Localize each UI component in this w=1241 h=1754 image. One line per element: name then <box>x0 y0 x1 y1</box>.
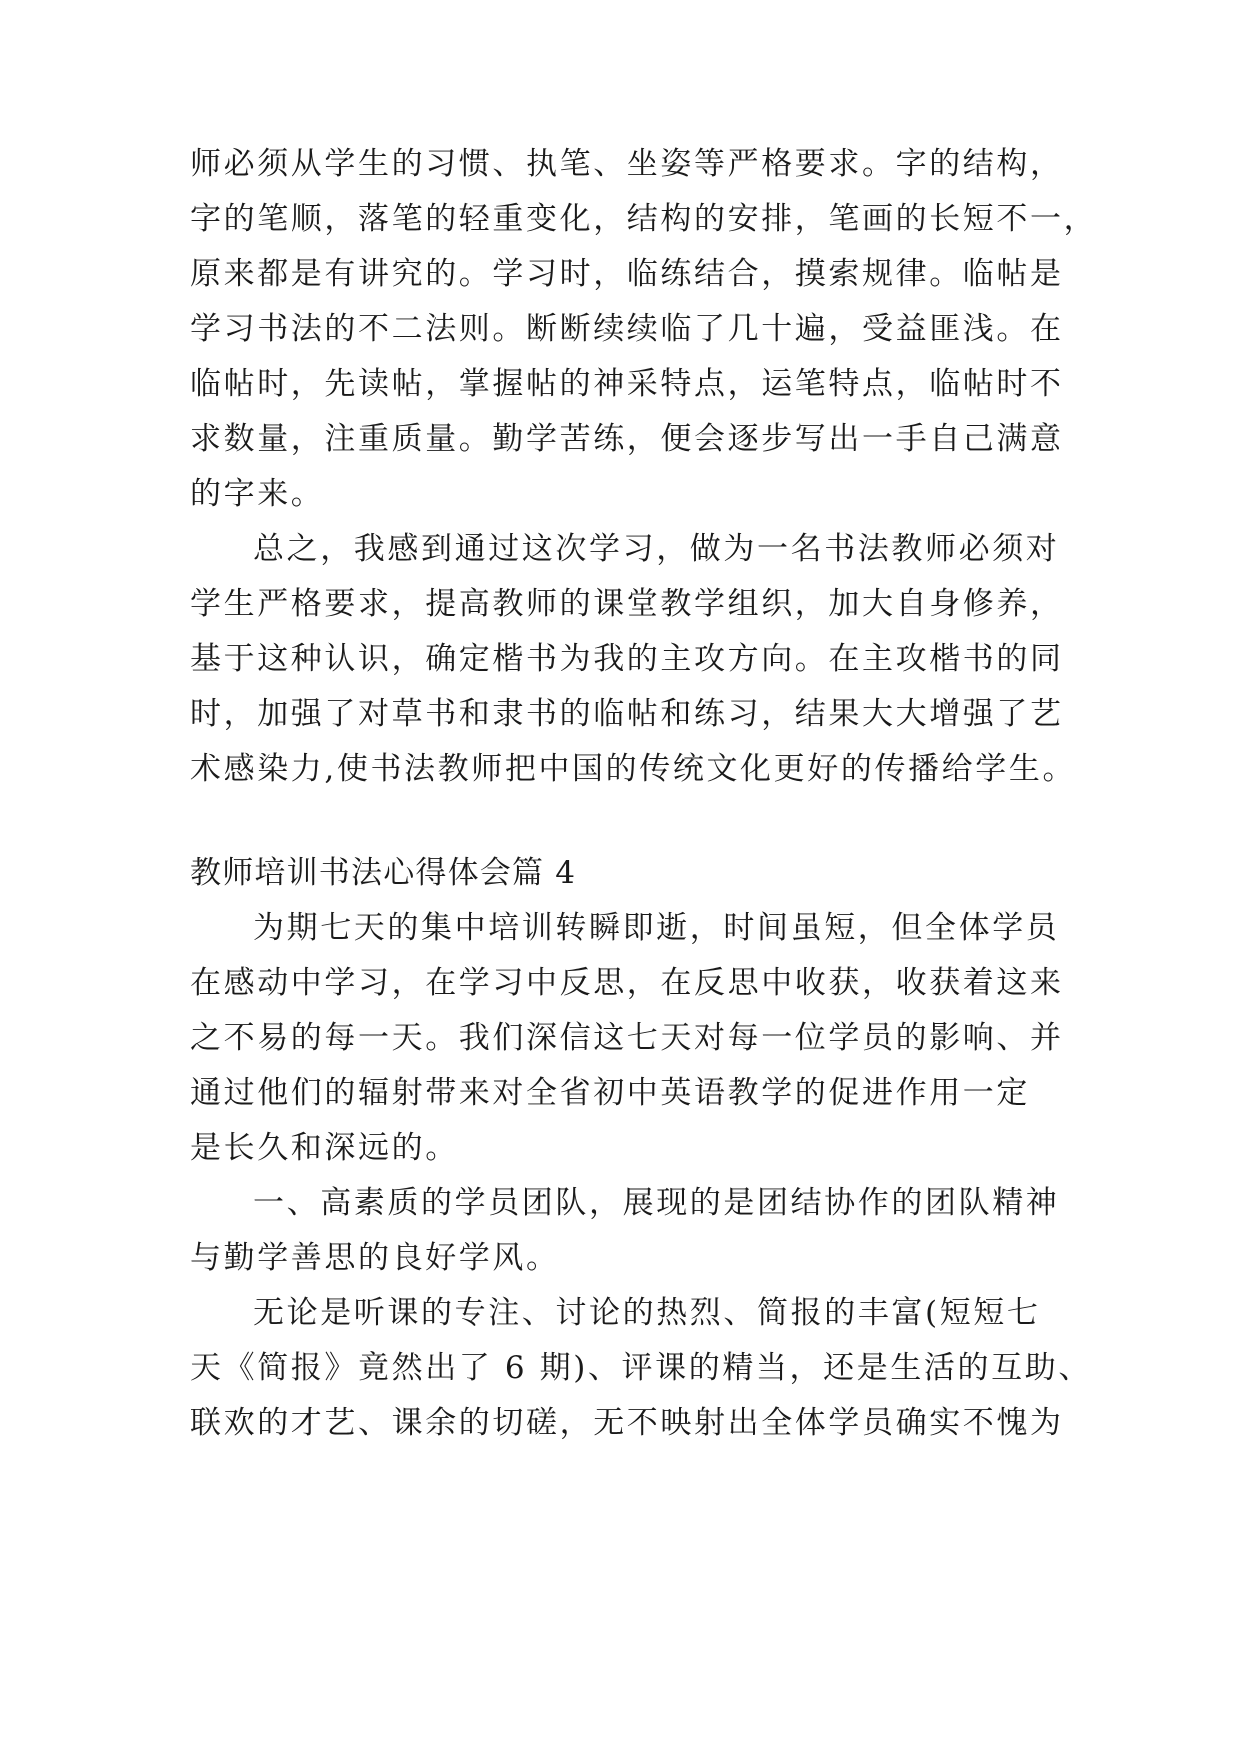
text-line: 联欢的才艺、课余的切磋，无不映射出全体学员确实不愧为 <box>190 1405 1064 1441</box>
text-line: 临帖时，先读帖，掌握帖的神采特点，运笔特点，临帖时不 <box>190 366 1064 402</box>
text-line: 在感动中学习，在学习中反思，在反思中收获，收获着这来 <box>190 965 1064 1001</box>
text-line: 基于这种认识，确定楷书为我的主攻方向。在主攻楷书的同 <box>190 641 1064 677</box>
text-line: 为期七天的集中培训转瞬即逝，时间虽短，但全体学员 <box>253 910 1060 946</box>
text-line: 原来都是有讲究的。学习时，临练结合，摸索规律。临帖是 <box>190 256 1064 292</box>
text-line: 是长久和深远的。 <box>190 1130 459 1166</box>
text-line: 求数量，注重质量。勤学苦练，便会逐步写出一手自己满意 <box>190 421 1064 457</box>
text-line: 一、高素质的学员团队，展现的是团结协作的团队精神 <box>253 1185 1060 1221</box>
text-line: 时，加强了对草书和隶书的临帖和练习，结果大大增强了艺 <box>190 696 1064 732</box>
text-line: 字的笔顺，落笔的轻重变化，结构的安排，笔画的长短不一， <box>190 201 1098 237</box>
text-line: 之不易的每一天。我们深信这七天对每一位学员的影响、并 <box>190 1020 1064 1056</box>
text-line: 与勤学善思的良好学风。 <box>190 1240 560 1276</box>
text-line: 术感染力,使书法教师把中国的传统文化更好的传播给学生。 <box>190 751 1077 787</box>
text-line: 天《简报》竟然出了 6 期)、评课的精当，还是生活的互助、 <box>190 1350 1092 1386</box>
text-line: 学习书法的不二法则。断断续续临了几十遍，受益匪浅。在 <box>190 311 1064 347</box>
text-line: 通过他们的辐射带来对全省初中英语教学的促进作用一定 <box>190 1075 1030 1111</box>
text-line: 无论是听课的专注、讨论的热烈、简报的丰富(短短七 <box>253 1295 1041 1331</box>
text-line: 师必须从学生的习惯、执笔、坐姿等严格要求。字的结构， <box>190 146 1064 182</box>
text-line: 学生严格要求，提高教师的课堂教学组织，加大自身修养， <box>190 586 1064 622</box>
section-heading: 教师培训书法心得体会篇 4 <box>190 855 577 891</box>
text-line: 的字来。 <box>190 476 325 512</box>
text-line: 总之，我感到通过这次学习，做为一名书法教师必须对 <box>253 531 1060 567</box>
